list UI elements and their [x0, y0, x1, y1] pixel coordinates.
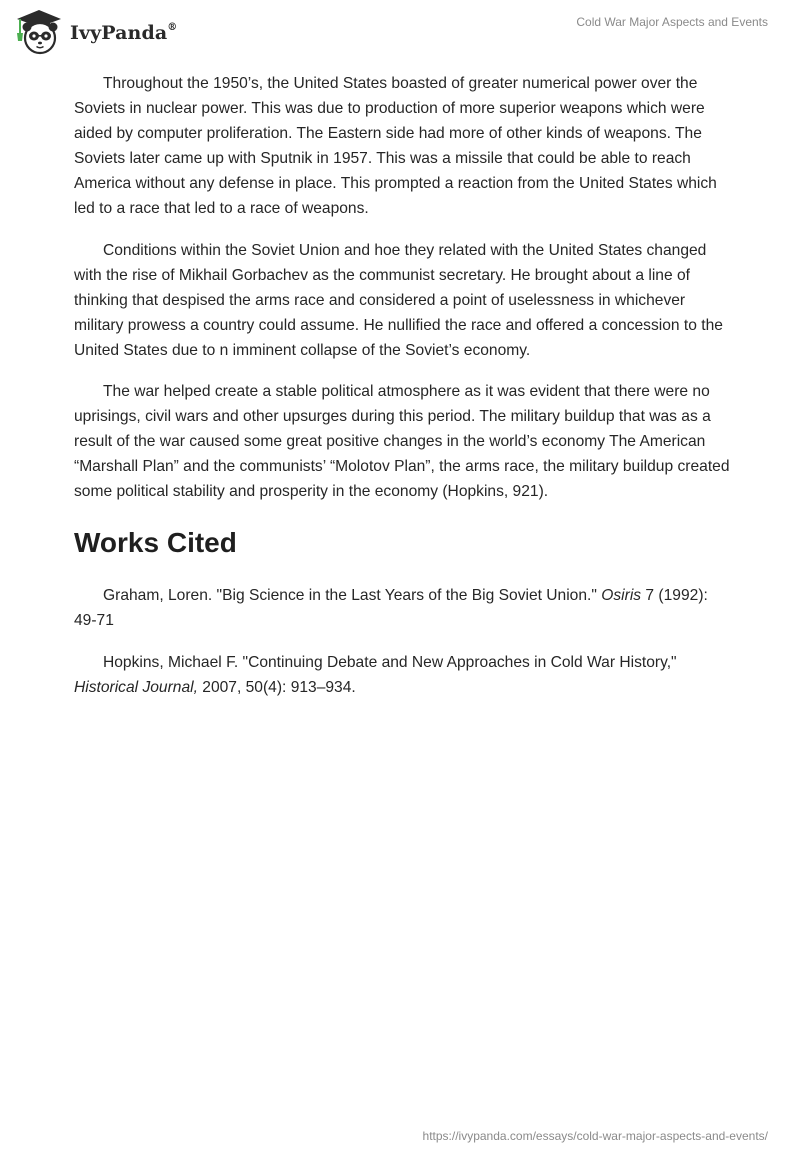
citation-text: Graham, Loren. "Big Science in the Last Years of the Big Soviet Union.": [103, 587, 602, 604]
citation-entry: [74, 650, 734, 700]
citation-source-title: Historical Journal,: [74, 679, 198, 696]
citation-details: 2007, 50(4): 913–934.: [197, 679, 356, 696]
registered-mark: ®: [167, 21, 178, 33]
body-paragraph: Conditions within the Soviet Union and hoe they related with the United States changed with the rise of Mikhail Gorbachev as the communist secretary. He brought about a line of thinking that despised the arms race and considered a point of uselessness in whichever military prowess a country could assume. He nullified the race and offered a concession to the United States due to n imminent collapse of the Soviet’s economy.: [74, 241, 723, 359]
panda-graduate-icon: [14, 8, 64, 56]
essay-content: [74, 71, 734, 717]
body-paragraph: The war helped create a stable political atmosphere as it was evident that there were no uprisings, civil wars and other upsurges during this period. The military buildup that was as a result of the war caused some great positive changes in the world’s economy The American “Marshall Plan” and the communists’ “Molotov Plan”, the arms race, the military buildup created some political stability and prosperity in the economy (Hopkins, 921).: [74, 383, 730, 500]
citation-details: 7 (1992): 49-71: [74, 587, 708, 629]
citation-entry: [74, 583, 734, 633]
citation-source-title: Osiris: [601, 587, 642, 604]
works-cited-heading: Works Cited: [74, 527, 237, 558]
body-paragraph: Throughout the 1950’s, the United States boasted of greater numerical power over the Soviets in nuclear power. This was due to production of more superior weapons which were aided by computer proliferation. The Eastern side had more of other kinds of weapons. The Soviets later came up with Sputnik in 1957. This was a missile that could be able to reach America without any defense in place. This prompted a reaction from the United States which led to a race that led to a race of weapons.: [74, 75, 717, 217]
brand-name: [70, 22, 177, 44]
document-title: Cold War Major Aspects and Events: [576, 15, 768, 29]
site-logo[interactable]: [14, 8, 177, 56]
source-url-link[interactable]: https://ivypanda.com/essays/cold-war-major-aspects-and-events/: [422, 1129, 768, 1143]
brand-text: IvyPanda: [70, 22, 168, 44]
citation-text: Hopkins, Michael F. "Continuing Debate and New Approaches in Cold War History,": [103, 654, 677, 671]
